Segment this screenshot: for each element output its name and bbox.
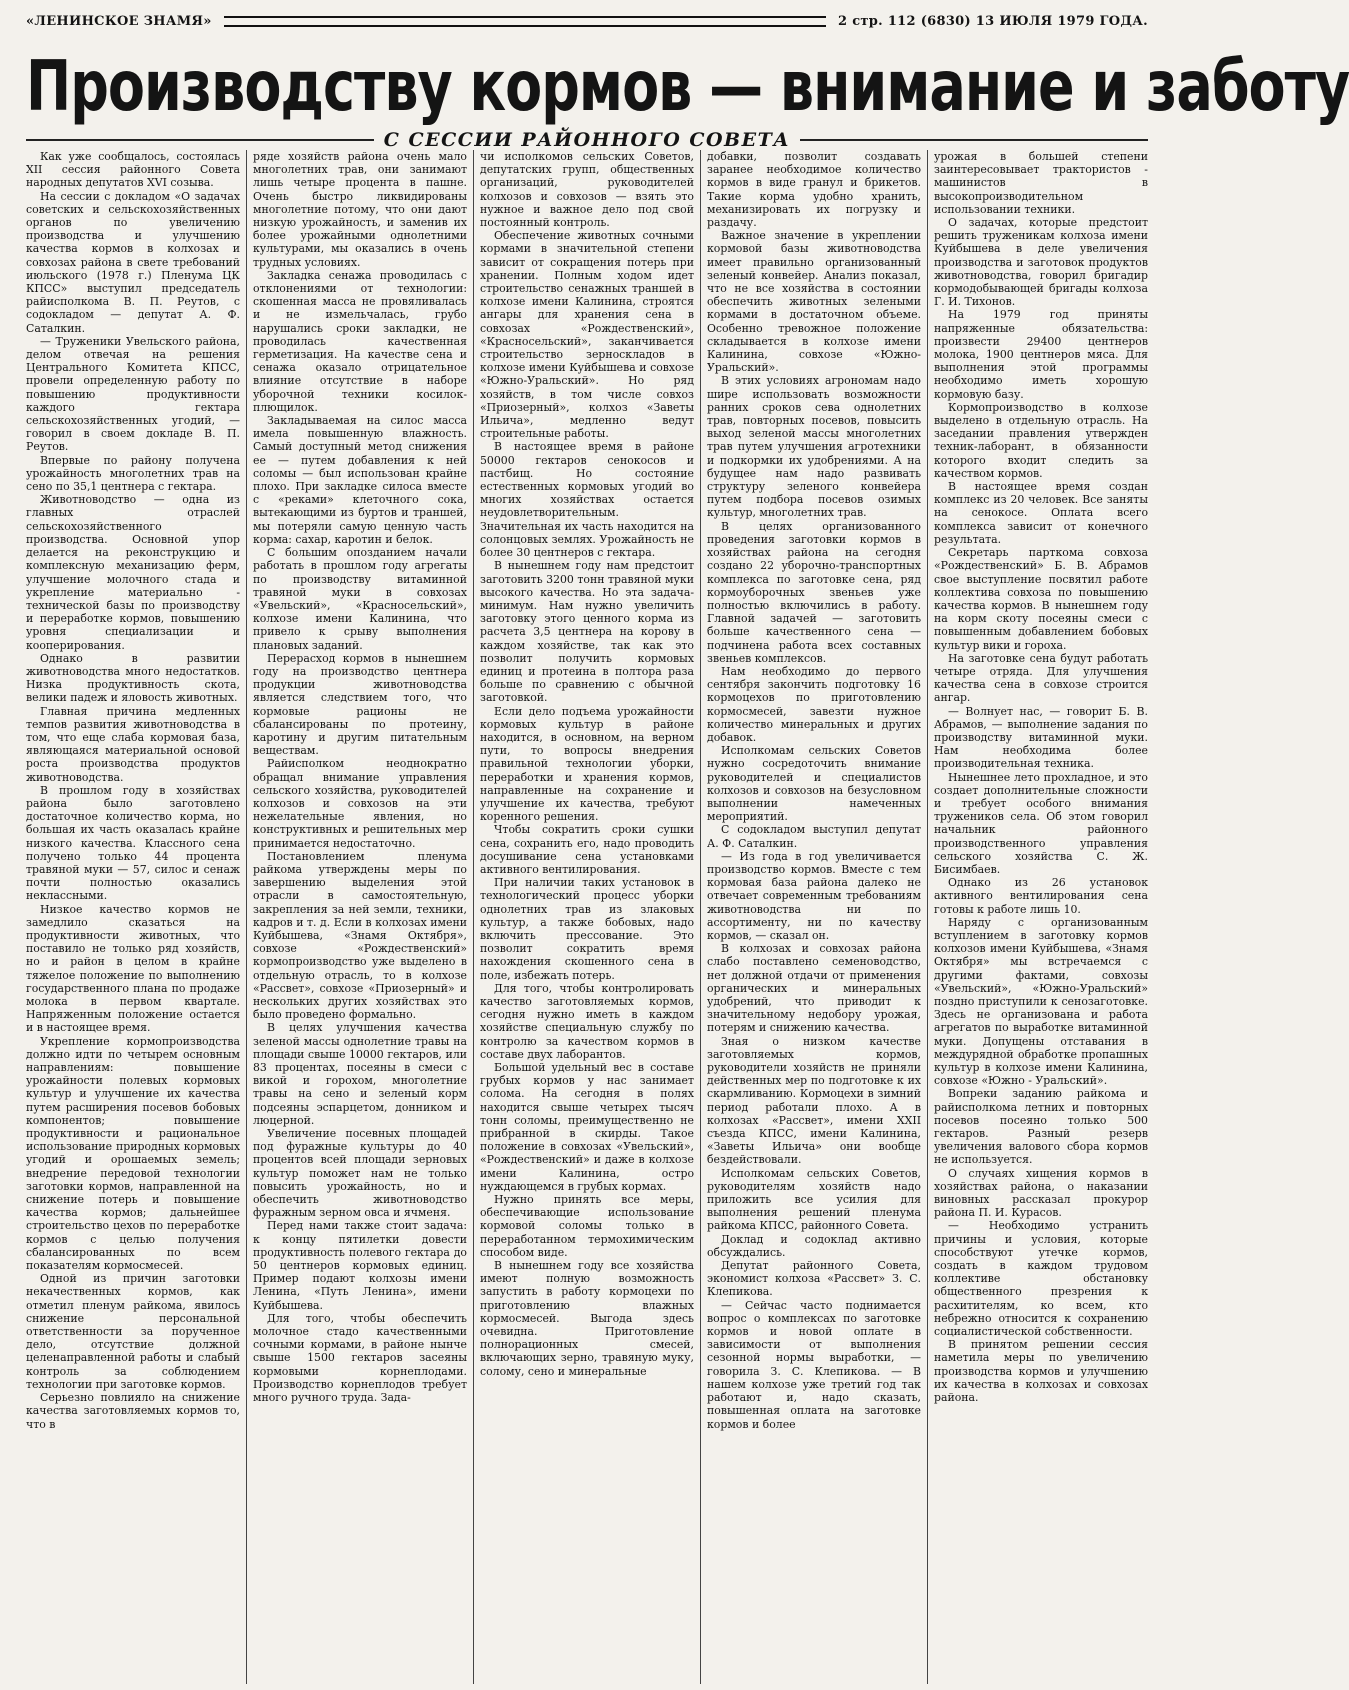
article-subheading: С СЕССИИ РАЙОННОГО СОВЕТА [383, 129, 791, 151]
article-paragraph: На сессии с докладом «О задачах советских и сельскохозяйственных органов по увеличению производства и улучшению качества кормов в колхозах и совхозах района в свете требований июльского (1978 г.) Пленума ЦК КПСС» выступил председатель райисполкома В. П. Реутов, с содокладом — депутат А. Ф. Саталкин. [26, 189, 240, 335]
paper-name: «ЛЕНИНСКОЕ ЗНАМЯ» [26, 13, 212, 29]
article-paragraph: Секретарь парткома совхоза «Рождественский» Б. В. Абрамов свое выступление посвятил работе коллектива совхоза по повышению качества кормов. В нынешнем году на корм скоту посеяны смеси с повышенным добавлением бобовых культур вики и гороха. [934, 546, 1148, 652]
article-paragraph: Обеспечение животных сочными кормами в значительной степени зависит от сокращения потерь при хранении. Полным ходом идет строительство сенажных траншей в колхозе имени Калинина, строятся ангары для хранения сена в совхозах «Рождественский», «Красносельский», заканчивается строительство зерноскладов в колхозе имени Куйбышева и совхозе «Южно-Уральский». Но ряд хозяйств, в том числе совхоз «Приозерный», колхоз «Заветы Ильича», медленно ведут строительные работы. [480, 229, 694, 441]
article-paragraph: Важное значение в укреплении кормовой базы животноводства имеет правильно организованный зеленый конвейер. Анализ показал, что не все хозяйства в состоянии обеспечить животных зелеными кормами в достаточном объеме. Особенно тревожное положение складывается в колхозе имени Калинина, совхозе «Южно-Уральский». [707, 229, 921, 375]
article-paragraph: В настоящее время создан комплекс из 20 человек. Все заняты на сенокосе. Оплата всего комплекса зависит от конечного результата. [934, 480, 1148, 546]
article-paragraph: Нужно принять все меры, обеспечивающие использование кормовой соломы только в переработанном термохимическим способом виде. [480, 1193, 694, 1259]
article-paragraph: добавки, позволит создавать заранее необходимое количество кормов в виде гранул и брикетов. Такие корма удобно хранить, механизировать их погрузку и раздачу. [707, 150, 921, 230]
article-paragraph: Наряду с организованным вступлением в заготовку кормов колхозов имени Куйбышева, «Знамя Октября» мы встречаемся с другими фактами, совхозы «Увельский», «Южно-Уральский» поздно приступили к сенозаготовке. Здесь не организована и работа агрегатов по выработке витаминной муки. Допущены отставания в междурядной обработке пропашных культур в колхозе имени Калинина, совхозе «Южно - Уральский». [934, 915, 1148, 1088]
article-columns [26, 150, 1148, 1684]
article-paragraph: Депутат районного Совета, экономист колхоза «Рассвет» З. С. Клепикова. [707, 1259, 921, 1299]
article-paragraph: Зная о низком качестве заготовляемых кормов, руководители хозяйств не приняли действенных мер по подготовке к их скармливанию. Кормоцехи в зимний период работали плохо. А в колхозах «Рассвет», имени XXII съезда КПСС, имени Калинина, «Заветы Ильича» они вообще бездействовали. [707, 1034, 921, 1167]
article-paragraph: Нынешнее лето прохладное, и это создает дополнительные сложности и требует особого внимания тружеников села. Об этом говорил начальник районного производственного управления сельского хозяйства С. Ж. Бисимбаев. [934, 770, 1148, 876]
article-paragraph: Кормопроизводство в колхозе выделено в отдельную отрасль. На заседании правления утвержден техник-лаборант, в обязанности которого входит следить за качеством кормов. [934, 400, 1148, 480]
article-paragraph: При наличии таких установок в технологический процесс уборки однолетних трав из злаковых культур, а также бобовых, надо включить прессование. Это позволит сократить время нахождения скошенного сена в поле, избежать потерь. [480, 876, 694, 982]
article-paragraph: Вопреки заданию райкома и райисполкома летних и повторных посевов посеяно только 500 гектаров. Разный резерв увеличения валового сбора кормов не используется. [934, 1087, 1148, 1167]
article-column-5 [927, 150, 1148, 1684]
article-paragraph: Чтобы сократить сроки сушки сена, сохранить его, надо проводить досушивание сена установками активного вентилирования. [480, 823, 694, 876]
article-paragraph: Низкое качество кормов не замедлило сказаться на продуктивности животных, что поставило не только ряд хозяйств, но и район в целом в крайне тяжелое положение по выполнению государственного плана по продаже молока в первом квартале. Напряженным положение остается и в настоящее время. [26, 902, 240, 1035]
article-paragraph: На 1979 год приняты напряженные обязательства: произвести 29400 центнеров молока, 1900 центнеров мяса. Для выполнения этой программы необходимо иметь хорошую кормовую базу. [934, 308, 1148, 401]
article-paragraph: В нынешнем году нам предстоит заготовить 3200 тонн травяной муки высокого качества. Но эта задача-минимум. Нам нужно увеличить заготовку этого ценного корма из расчета 3,5 центнера на корову в каждом хозяйстве, так как это позволит получить кормовых единиц и протеина в полтора раза больше по сравнению с обычной заготовкой. [480, 559, 694, 705]
article-paragraph: Если дело подъема урожайности кормовых культур в районе находится, в основном, на верном пути, то вопросы внедрения правильной технологии уборки, переработки и хранения кормов, направленные на сохранение и улучшение их качества, требуют коренного решения. [480, 704, 694, 824]
article-paragraph: В целях улучшения качества зеленой массы однолетние травы на площади свыше 10000 гектаров, или 83 процентах, посеяны в смеси с викой и горохом, многолетние травы на сено и зеленый корм подсеяны эспарцетом, донником и люцерной. [253, 1021, 467, 1127]
article-column-3 [473, 150, 700, 1684]
subheading-row [26, 128, 1148, 152]
article-paragraph: — Сейчас часто поднимается вопрос о комплексах по заготовке кормов и новой оплате в зависимости от выполнения сезонной нормы выработки, — говорила З. С. Клепикова. — В нашем колхозе уже третий год так работают и, надо сказать, повышенная оплата на заготовке кормов и более [707, 1298, 921, 1431]
article-paragraph: Большой удельный вес в составе грубых кормов у нас занимает солома. На сегодня в полях находится свыше четырех тысяч тонн соломы, преимущественно не прибранной в скирды. Такое положение в совхозах «Увельский», «Рождественский» и даже в колхозе имени Калинина, остро нуждающемся в грубых кормах. [480, 1061, 694, 1193]
article-paragraph: Серьезно повлияло на снижение качества заготовляемых кормов то, что в [26, 1391, 240, 1431]
article-column-2 [246, 150, 473, 1684]
article-paragraph: — Волнует нас, — говорит Б. В. Абрамов, — выполнение задания по производству витаминной муки. Нам необходима более производительная техника. [934, 704, 1148, 771]
article-paragraph: Одной из причин заготовки некачественных кормов, как отметил пленум райкома, явилось снижение персональной ответственности за порученное дело, отсутствие должной целенаправленной работы и слабый контроль за соблюдением технологии при заготовке кормов. [26, 1272, 240, 1391]
article-paragraph: Животноводство — одна из главных отраслей сельскохозяйственного производства. Основной упор делается на реконструкцию и комплексную механизацию ферм, улучшение молочного стада и укрепление материально - технической базы по производству и переработке кормов, повышению уровня специализации и кооперирования. [26, 493, 240, 652]
article-paragraph: Главная причина медленных темпов развития животноводства в том, что еще слаба кормовая база, являющаяся материальной основой роста производства продуктов животноводства. [26, 704, 240, 784]
article-column-4 [700, 150, 927, 1684]
article-paragraph: ряде хозяйств района очень мало многолетних трав, они занимают лишь четыре процента в пашне. Очень быстро ликвидированы многолетние потому, что они дают низкую урожайность, и заменив их более урожайными однолетними культурами, мы оказались в очень трудных условиях. [253, 150, 467, 269]
article-paragraph: Для того, чтобы контролировать качество заготовляемых кормов, сегодня нужно иметь в каждом хозяйстве специальную службу по контролю за качеством кормов в составе двух лаборантов. [480, 981, 694, 1061]
article-paragraph: Нам необходимо до первого сентября закончить подготовку 16 кормоцехов по приготовлению кормосмесей, завезти нужное количество минеральных и других добавок. [707, 664, 921, 744]
issue-info: 2 стр. 112 (6830) 13 ИЮЛЯ 1979 ГОДА. [838, 13, 1148, 29]
article-paragraph: С большим опозданием начали работать в прошлом году агрегаты по производству витаминной травяной муки в совхозах «Увельский», «Красносельский», колхозе имени Калинина, что привело к срыву выполнения плановых заданий. [253, 546, 467, 652]
article-paragraph: Увеличение посевных площадей под фуражные культуры до 40 процентов всей площади зерновых культур поможет нам не только повысить урожайность, но и обеспечить животноводство фуражным зерном овса и ячменя. [253, 1127, 467, 1220]
article-paragraph: Укрепление кормопроизводства должно идти по четырем основным направлениям: повышение урожайности полевых кормовых культур и улучшение их качества путем расширения посевов бобовых компонентов; повышение продуктивности и рациональное использование природных кормовых угодий и орошаемых земель; внедрение передовой технологии заготовки кормов, направленной на снижение потерь и повышение качества кормов; дальнейшее строительство цехов по переработке кормов с целью получения сбалансированных по всем показателям кормосмесей. [26, 1034, 240, 1273]
masthead [26, 10, 1148, 32]
article-paragraph: Как уже сообщалось, состоялась XII сессия районного Совета народных депутатов XVI созыва. [26, 150, 240, 190]
article-paragraph: В настоящее время в районе 50000 гектаров сенокосов и пастбищ. Но состояние естественных кормовых угодий во многих хозяйствах остается неудовлетворительным. Значительная их часть находится на солонцовых землях. Урожайность не более 30 центнеров с гектара. [480, 440, 694, 560]
article-headline: Производству кормов — внимание и заботу [26, 46, 1349, 127]
article-paragraph: В этих условиях агрономам надо шире использовать возможности ранних сроков сева однолетних трав, повторных посевов, повысить выход зеленой массы многолетних трав путем улучшения агротехники и подкормки их удобрениями. А на будущее нам надо развивать структуру зеленого конвейера путем подбора посевов озимых культур, многолетних трав. [707, 374, 921, 520]
article-paragraph: Однако из 26 установок активного вентилирования сена готовы к работе лишь 10. [934, 876, 1148, 916]
article-paragraph: — Необходимо устранить причины и условия, которые способствуют утечке кормов, создать в каждом трудовом коллективе обстановку общественного презрения к расхитителям, ко всем, кто небрежно относится к сохранению социалистической собственности. [934, 1219, 1148, 1339]
article-paragraph: В нынешнем году все хозяйства имеют полную возможность запустить в работу кормоцехи по приготовлению влажных кормосмесей. Выгода здесь очевидна. Приготовление полнорационных смесей, включающих зерно, травяную муку, солому, сено и минеральные [480, 1259, 694, 1378]
article-paragraph: О задачах, которые предстоит решить труженикам колхоза имени Куйбышева в деле увеличения производства и заготовок продуктов животноводства, говорил бригадир кормодобывающей бригады колхоза Г. И. Тихонов. [934, 216, 1148, 309]
article-paragraph: Перерасход кормов в нынешнем году на производство центнера продукции животноводства является следствием того, что кормовые рационы не сбалансированы по протеину, каротину и другим питательным веществам. [253, 651, 467, 758]
article-paragraph: В колхозах и совхозах района слабо поставлено семеноводство, нет должной отдачи от применения органических и минеральных удобрений, что приводит к значительному недобору урожая, потерям и снижению качества. [707, 942, 921, 1035]
article-paragraph: Райисполком неоднократно обращал внимание управления сельского хозяйства, руководителей колхозов и совхозов на эти нежелательные явления, но конструктивных и решительных мер принимается недостаточно. [253, 757, 467, 850]
article-paragraph: урожая в большей степени заинтересовывает трактористов - машинистов в высокопроизводительном использовании техники. [934, 150, 1148, 216]
article-paragraph: — Из года в год увеличивается производство кормов. Вместе с тем кормовая база района далеко не отвечает современным требованиям животноводства ни по ассортименту, ни по качеству кормов, — сказал он. [707, 849, 921, 942]
article-paragraph: Доклад и содоклад активно обсуждались. [707, 1232, 921, 1259]
masthead-rule [224, 16, 826, 27]
article-paragraph: В принятом решении сессия наметила меры по увеличению производства кормов и улучшению их качества в колхозах и совхозах района. [934, 1338, 1148, 1405]
article-paragraph: О случаях хищения кормов в хозяйствах района, о наказании виновных рассказал прокурор района П. И. Курасов. [934, 1166, 1148, 1220]
article-paragraph: С содокладом выступил депутат А. Ф. Саталкин. [707, 823, 921, 850]
article-paragraph: Для того, чтобы обеспечить молочное стадо качественными сочными кормами, в районе нынче свыше 1500 гектаров засеяны кормовыми корнеплодами. Производство корнеплодов требует много ручного труда. Зада- [253, 1311, 467, 1405]
subheading-rule-left [26, 139, 374, 141]
article-paragraph: Исполкомам сельских Советов нужно сосредоточить внимание руководителей и специалистов колхозов и совхозов на безусловном выполнении намеченных мероприятий. [707, 744, 921, 824]
article-paragraph: На заготовке сена будут работать четыре отряда. Для улучшения качества сена в совхозе строится ангар. [934, 651, 1148, 705]
article-paragraph: В прошлом году в хозяйствах района было заготовлено достаточное количество корма, но большая их часть оказалась крайне низкого качества. Классного сена получено только 44 процента травяной муки — 57, силос и сенаж почти полностью оказались неклассными. [26, 783, 240, 903]
article-column-1 [26, 150, 246, 1684]
article-paragraph: — Труженики Увельского района, делом отвечая на решения Центрального Комитета КПСС, провели определенную работу по повышению продуктивности каждого гектара сельскохозяйственных угодий, — говорил в своем докладе В. П. Реутов. [26, 334, 240, 454]
article-paragraph: Закладываемая на силос масса имела повышенную влажность. Самый доступный метод снижения ее — путем добавления к ней соломы — был использован крайне плохо. При закладке силоса вместе с «реками» клеточного сока, вытекающими из буртов и траншей, мы потеряли самую ценную часть корма: сахар, каротин и белок. [253, 414, 467, 546]
article-paragraph: чи исполкомов сельских Советов, депутатских групп, общественных организаций, руководителей колхозов и совхозов — взять это нужное и важное дело под свой постоянный контроль. [480, 150, 694, 230]
subheading-rule-right [800, 139, 1148, 141]
article-paragraph: Однако в развитии животноводства много недостатков. Низка продуктивность скота, велики падеж и яловость животных. [26, 651, 240, 705]
article-paragraph: Перед нами также стоит задача: к концу пятилетки довести продуктивность полевого гектара до 50 центнеров кормовых единиц. Пример подают колхозы имени Ленина, «Путь Ленина», имени Куйбышева. [253, 1219, 467, 1312]
article-paragraph: Исполкомам сельских Советов, руководителям хозяйств надо приложить все усилия для выполнения решений пленума райкома КПСС, районного Совета. [707, 1166, 921, 1233]
article-paragraph: В целях организованного проведения заготовки кормов в хозяйствах района на сегодня создано 22 уборочно-транспортных комплекса по заготовке сена, ряд кормоуборочных звеньев уже полностью включились в работу. Главной задачей — заготовить больше качественного сена — подчинена работа всех составных звеньев комплексов. [707, 519, 921, 665]
article-paragraph: Постановлением пленума райкома утверждены меры по завершению выделения этой отрасли в самостоятельную, закрепления за ней земли, техники, кадров и т. д. Если в колхозах имени Куйбышева, «Знамя Октября», совхозе «Рождественский» кормопроизводство уже выделено в отдельную отрасль, то в колхозе «Рассвет», совхозе «Приозерный» и нескольких других хозяйствах это было проведено формально. [253, 849, 467, 1022]
article-paragraph: Впервые по району получена урожайность многолетних трав на сено по 35,1 центнера с гектара. [26, 453, 240, 494]
article-paragraph: Закладка сенажа проводилась с отклонениями от технологии: скошенная масса не провяливалась и не измельчалась, грубо нарушались сроки закладки, не проводилась качественная герметизация. На качестве сена и сенажа оказало отрицательное влияние отсутствие в наборе уборочной техники косилок-плющилок. [253, 268, 467, 414]
